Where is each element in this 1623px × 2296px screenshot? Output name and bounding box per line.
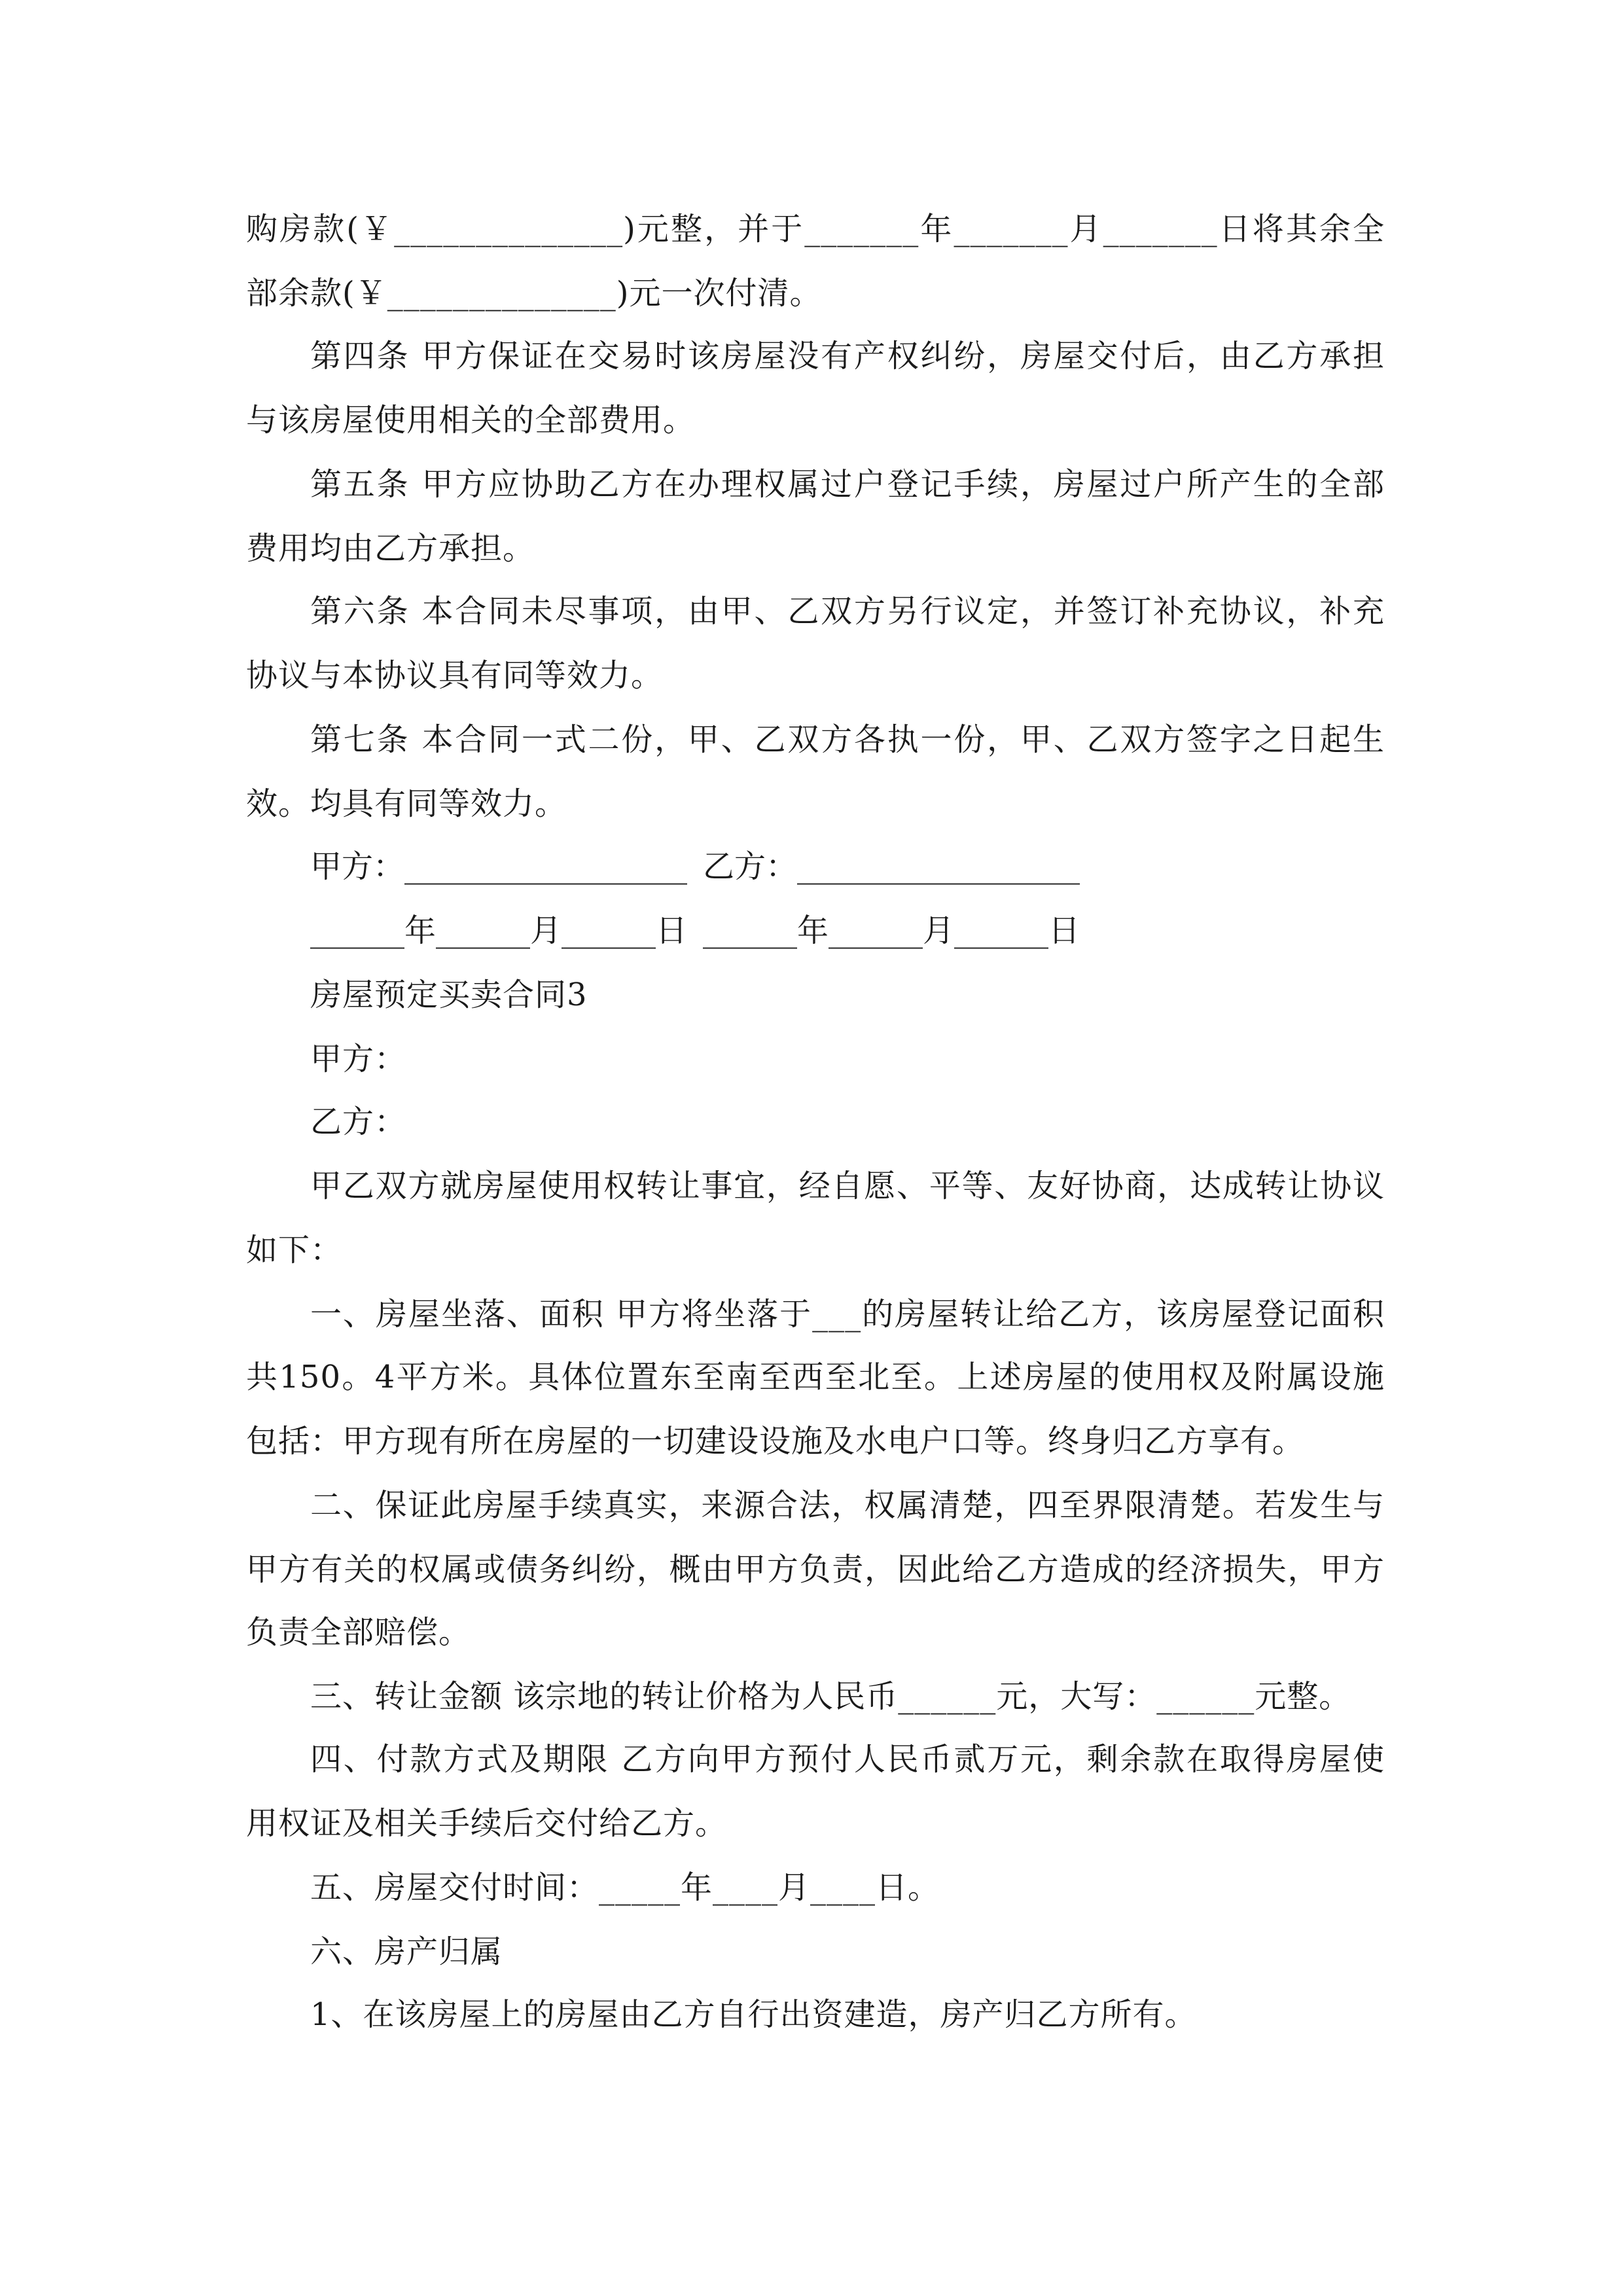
text-line: 包括：甲方现有所在房屋的一切建设设施及水电户口等。终身归乙方享有。 — [246, 1423, 1305, 1460]
text-line: 如下： — [246, 1232, 343, 1268]
party-a-label: 甲方： — [310, 1041, 407, 1077]
text-line: 甲方有关的权属或债务纠纷，概由甲方负责，因此给乙方造成的经济损失，甲方 — [246, 1551, 1385, 1588]
contract-title: 房屋预定买卖合同3 — [310, 977, 588, 1013]
party-b-date-line: ______年______月______日 — [703, 912, 1080, 949]
clause-1: 一、房屋坐落、面积 甲方将坐落于___的房屋转让给乙方，该房屋登记面积 — [310, 1296, 1385, 1333]
clause-6-item-1: 1、在该房屋上的房屋由乙方自行出资建造，房产归乙方所有。 — [310, 1996, 1197, 2033]
clause-2: 二、保证此房屋手续真实，来源合法，权属清楚，四至界限清楚。若发生与 — [310, 1487, 1385, 1524]
clause-6: 六、房产归属 — [310, 1933, 503, 1970]
party-b-label: 乙方： — [310, 1103, 407, 1140]
text-line: 协议与本协议具有同等效力。 — [246, 657, 664, 694]
preamble: 甲乙双方就房屋使用权转让事宜，经自愿、平等、友好协商，达成转让协议 — [310, 1168, 1385, 1204]
text-line: 与该房屋使用相关的全部费用。 — [246, 402, 696, 439]
text-line: 负责全部赔偿。 — [246, 1614, 471, 1651]
text-line: 效。均具有同等效力。 — [246, 785, 567, 822]
text-line: 用权证及相关手续后交付给乙方。 — [246, 1805, 728, 1842]
text-line: 共150。4平方米。具体位置东至南至西至北至。上述房屋的使用权及附属设施 — [246, 1359, 1385, 1395]
party-b-signature-line: 乙方：__________________ — [703, 848, 1080, 885]
article-6: 第六条 本合同未尽事项，由甲、乙双方另行议定，并签订补充协议，补充 — [310, 593, 1385, 630]
article-5: 第五条 甲方应协助乙方在办理权属过户登记手续，房屋过户所产生的全部 — [310, 466, 1385, 503]
party-a-signature-line: 甲方：__________________ — [310, 848, 688, 885]
article-4: 第四条 甲方保证在交易时该房屋没有产权纠纷，房屋交付后，由乙方承担 — [310, 338, 1385, 374]
text-line: 部余款(￥______________)元一次付清。 — [246, 275, 822, 312]
article-7: 第七条 本合同一式二份，甲、乙双方各执一份，甲、乙双方签字之日起生 — [310, 721, 1385, 758]
text-line: 费用均由乙方承担。 — [246, 530, 535, 567]
clause-5: 五、房屋交付时间：_____年____月____日。 — [310, 1869, 940, 1906]
clause-4: 四、付款方式及期限 乙方向甲方预付人民币贰万元，剩余款在取得房屋使 — [310, 1741, 1385, 1778]
clause-3: 三、转让金额 该宗地的转让价格为人民币______元，大写：______元整。 — [310, 1678, 1351, 1715]
party-a-date-line: ______年______月______日 — [310, 912, 688, 949]
text-line: 购房款(￥______________)元整，并于_______年_______月_______日将其余全 — [246, 211, 1385, 247]
